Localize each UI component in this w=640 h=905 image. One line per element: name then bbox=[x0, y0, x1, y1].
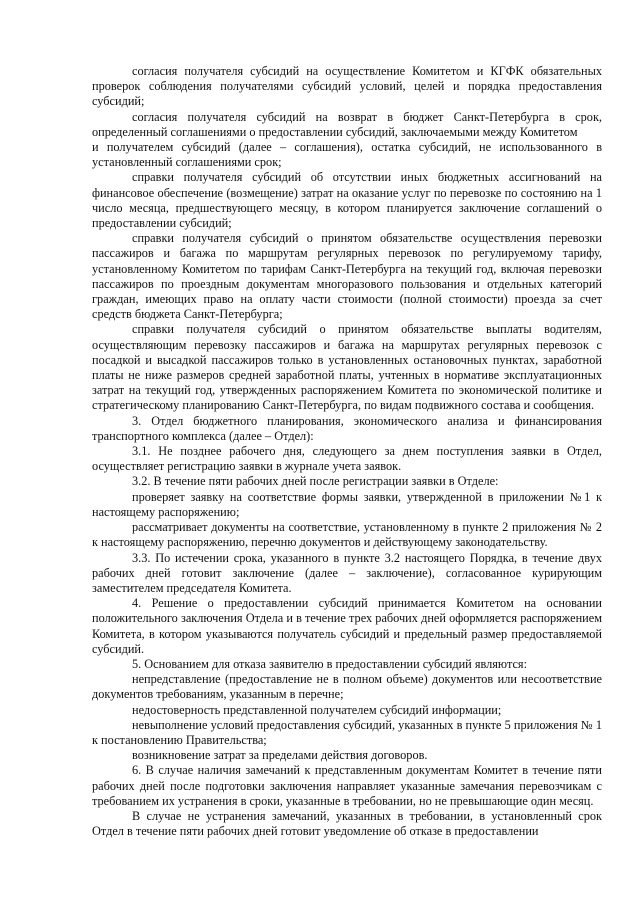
paragraph-refusal-conditions-not-met: невыполнение условий предоставления субсидий, указанных в пункте 5 приложения № 1 к постановлению Правительства; bbox=[92, 717, 602, 747]
paragraph-section-4: 4. Решение о предоставлении субсидий принимается Комитетом на основании положительного заключения Отдела и в течение трех рабочих дней оформляется распоряжением Комитета, в котором указываются получатель субсидий и предельный размер предоставляемой субсидий. bbox=[92, 596, 602, 656]
paragraph-consent-refund: согласия получателя субсидий на возврат в бюджет Санкт-Петербурга в срок, определенный соглашениями о предоставлении субсидий, заключаемыми между Комитетом bbox=[92, 109, 602, 139]
paragraph-check-application-form: проверяет заявку на соответствие формы заявки, утвержденной в приложении №1 к настоящему распоряжению; bbox=[92, 489, 602, 519]
paragraph-consent-inspections: согласия получателя субсидий на осуществление Комитетом и КГФК обязательных проверок соблюдения получателями субсидий условий, целей и порядка предоставления субсидий; bbox=[92, 64, 602, 109]
paragraph-section-6: 6. В случае наличия замечаний к представленным документам Комитет в течение пяти рабочих дней после подготовки заключения направляет указанные замечания перевозчикам с требованием их устранения в сроки, указанные в требовании, но не превышающие один месяц. bbox=[92, 763, 602, 808]
paragraph-refusal-costs-outside-contracts: возникновение затрат за пределами действия договоров. bbox=[132, 748, 428, 763]
paragraph-certificate-transport-obligation: справки получателя субсидий о принятом обязательстве осуществления перевозки пассажиров и багажа по маршрутам регулярных перевозок по регулируемому тарифу, установленному Комитетом по тарифам Санкт-Петербурга на текущий год, включая перевозки пассажиров по проездным документам многоразового пользования и отдельных категорий граждан, имеющих право на оплату части стоимости (полной стоимости) проезда за счет средств бюджета Санкт-Петербурга; bbox=[92, 231, 602, 322]
paragraph-remarks-not-fixed: В случае не устранения замечаний, указанных в требовании, в установленный срок Отдел в течение пяти рабочих дней готовит уведомление об отказе в предоставлении bbox=[92, 808, 602, 839]
paragraph-section-3-3: 3.3. По истечении срока, указанного в пункте 3.2 настоящего Порядка, в течение двух рабочих дней готовит заключение (далее – заключение), согласованное курирующим заместителем председателя Комитета. bbox=[92, 550, 602, 595]
paragraph-refusal-inaccurate-info: недостоверность представленной получателем субсидий информации; bbox=[132, 702, 502, 717]
paragraph-certificate-driver-wages: справки получателя субсидий о принятом обязательстве выплаты водителям, осуществляющим перевозку пассажиров и багажа на маршрутах регулярных перевозок с посадкой и высадкой пассажиров только в установленных остановочных пунктах, заработной платы не ниже размеров средней заработной платы, учтенных в нормативе эксплуатационных затрат на текущий год, утвержденных распоряжением Комитета по экономической политике и стратегическому планированию Санкт-Петербурга, по видам подвижного состава и сообщения. bbox=[92, 322, 602, 413]
paragraph-refusal-incomplete-documents: непредставление (предоставление не в полном объеме) документов или несоответствие документов требованиям, указанным в перечне; bbox=[92, 672, 602, 702]
paragraph-section-3: 3. Отдел бюджетного планирования, экономического анализа и финансирования транспортного комплекса (далее – Отдел): bbox=[92, 413, 602, 443]
paragraph-consent-refund-continued: и получателем субсидий (далее – соглашения), остатка субсидий, не использованного в установленный соглашениями срок; bbox=[92, 140, 602, 170]
paragraph-section-5: 5. Основанием для отказа заявителю в предоставлении субсидий являются: bbox=[132, 656, 528, 671]
paragraph-section-3-2: 3.2. В течение пяти рабочих дней после регистрации заявки в Отделе: bbox=[132, 474, 499, 489]
paragraph-certificate-no-other-funding: справки получателя субсидий об отсутствии иных бюджетных ассигнований на финансовое обеспечение (возмещение) затрат на оказание услуг по перевозке по состоянию на 1 число месяца, предшествующего месяцу, в котором планируется заключение соглашений о предоставлении субсидий; bbox=[92, 170, 602, 231]
paragraph-review-documents: рассматривает документы на соответствие, установленному в пункте 2 приложения № 2 к настоящему распоряжению, перечню документов и действующему законодательству. bbox=[92, 520, 602, 550]
paragraph-section-3-1: 3.1. Не позднее рабочего дня, следующего за днем поступления заявки в Отдел, осуществляет регистрацию заявки в журнале учета заявок. bbox=[92, 444, 602, 474]
